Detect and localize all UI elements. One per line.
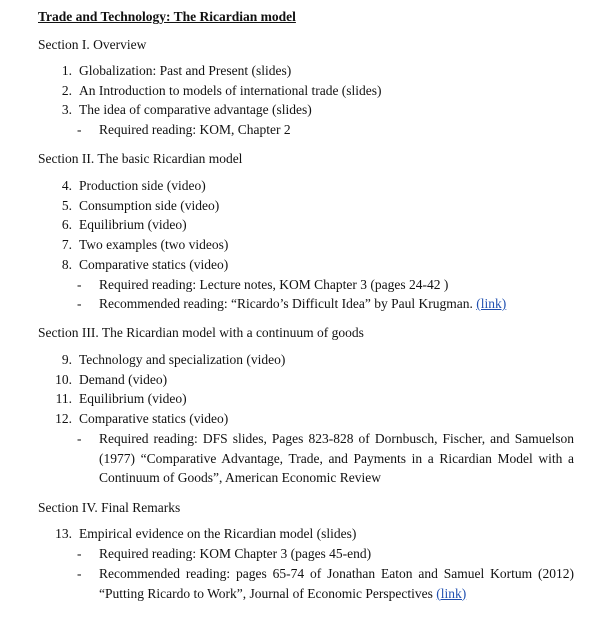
item-number: 13. [55, 526, 72, 541]
bullet-dash: - [77, 546, 82, 561]
item-number: 9. [61, 352, 72, 367]
item-number: 1. [61, 63, 72, 78]
bullet-dash: - [77, 277, 82, 292]
item-number: 11. [55, 391, 72, 406]
list-item: Equilibrium (video) [79, 391, 187, 406]
bullet-dash: - [77, 122, 82, 137]
list-item: Comparative statics (video) [79, 411, 229, 426]
section-heading-2: Section II. The basic Ricardian model [38, 151, 243, 166]
reading-note: Required reading: DFS slides, Pages 823-828 of Dornbusch, Fischer, and Samuelson (1977) “Comparative Advantage, Trade, and Payments in a Ricardian Model with a Continuum of Goods”, American Economic Review [99, 431, 574, 486]
list-item: Production side (video) [79, 178, 206, 193]
list-item: Technology and specialization (video) [79, 352, 286, 367]
item-number: 4. [61, 178, 72, 193]
list-item: Demand (video) [79, 372, 168, 387]
reading-note [99, 296, 506, 312]
list-item: Empirical evidence on the Ricardian model (slides) [79, 526, 357, 541]
bullet-dash: - [77, 566, 82, 581]
list-item: Two examples (two videos) [79, 237, 229, 252]
reading-note-text: Recommended reading: pages 65-74 of Jonathan Eaton and Samuel Kortum (2012) “Putting Ricardo to Work”, Journal of Economic Perspectives [99, 566, 574, 601]
item-number: 8. [61, 257, 72, 272]
list-item: An Introduction to models of international trade (slides) [79, 83, 382, 98]
reading-note: Required reading: KOM Chapter 3 (pages 45-end) [99, 546, 372, 561]
list-item: Consumption side (video) [79, 198, 220, 213]
item-number: 6. [61, 217, 72, 232]
section-heading-1: Section I. Overview [38, 37, 147, 52]
eaton-kortum-link[interactable]: (link) [436, 585, 467, 601]
item-number: 2. [61, 83, 72, 98]
document-title: Trade and Technology: The Ricardian model [38, 9, 296, 24]
item-number: 10. [55, 372, 72, 387]
bullet-dash: - [77, 431, 82, 446]
bullet-dash: - [77, 296, 82, 311]
reading-note-text: Recommended reading: “Ricardo’s Difficult Idea” by Paul Krugman. [99, 296, 473, 311]
section-heading-4: Section IV. Final Remarks [38, 500, 181, 515]
reading-note: Required reading: Lecture notes, KOM Chapter 3 (pages 24-42 ) [99, 277, 449, 292]
list-item: Globalization: Past and Present (slides) [79, 63, 292, 78]
item-number: 7. [61, 237, 72, 252]
item-number: 12. [55, 411, 72, 426]
section-heading-3: Section III. The Ricardian model with a continuum of goods [38, 325, 364, 340]
list-item: Equilibrium (video) [79, 217, 187, 232]
item-number: 3. [61, 102, 72, 117]
reading-note [99, 564, 574, 603]
krugman-link[interactable]: (link) [476, 296, 507, 311]
item-number: 5. [61, 198, 72, 213]
reading-note: Required reading: KOM, Chapter 2 [99, 122, 291, 137]
list-item: Comparative statics (video) [79, 257, 229, 272]
list-item: The idea of comparative advantage (slides) [79, 102, 312, 117]
